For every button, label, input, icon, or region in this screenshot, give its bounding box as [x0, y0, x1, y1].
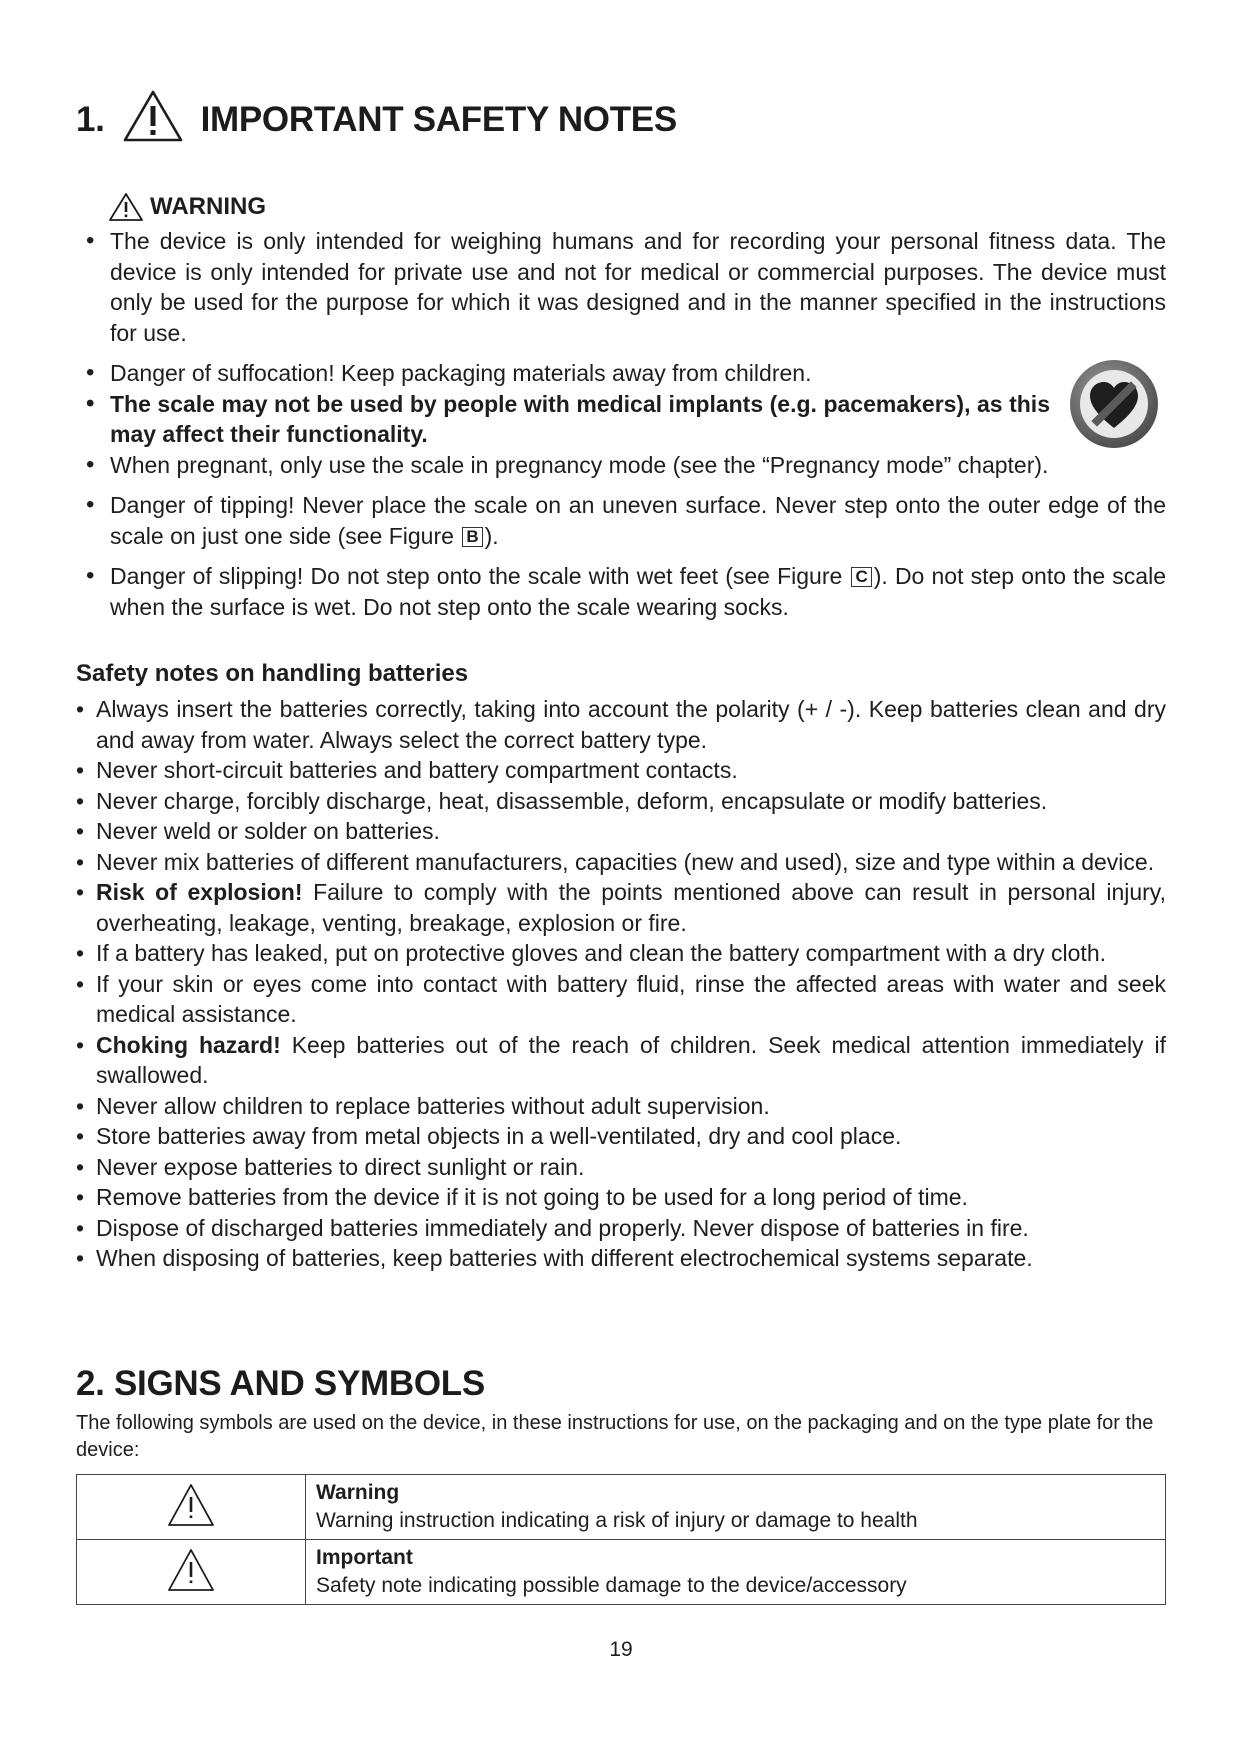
section-number: 1. [76, 100, 105, 139]
symbol-title: Warning [316, 1481, 400, 1504]
table-row [77, 1540, 1166, 1605]
no-pacemaker-icon [1066, 356, 1162, 452]
list-item: • If your skin or eyes come into contact with battery fluid, rinse the affected areas with water and seek medical assistance. [76, 969, 1166, 1030]
symbols-table [76, 1474, 1166, 1605]
list-item: • Danger of tipping! Never place the scale on an uneven surface. Never step onto the outer edge of the scale on just one side (see Figure B ). [76, 490, 1166, 551]
warning-triangle-icon [108, 192, 144, 222]
list-item: • Risk of explosion! Failure to comply with the points mentioned above can result in personal injury, overheating, leakage, venting, breakage, explosion or fire. [76, 877, 1166, 938]
list-item: • Never weld or solder on batteries. [76, 816, 1166, 847]
section-1-heading [76, 80, 677, 160]
figure-reference: B [462, 527, 482, 547]
warning-heading [108, 192, 266, 222]
symbol-title: Important [316, 1546, 413, 1569]
section-2-heading: 2. SIGNS AND SYMBOLS [76, 1364, 485, 1403]
list-item: • The scale may not be used by people with medical implants (e.g. pacemakers), as this may affect their functionality. [76, 389, 1050, 450]
figure-reference: C [851, 567, 871, 587]
battery-notes-heading: Safety notes on handling batteries [76, 660, 469, 687]
list-item: • If a battery has leaked, put on protective gloves and clean the battery compartment with a dry cloth. [76, 938, 1166, 969]
warning-triangle-icon [166, 1547, 216, 1593]
warning-triangle-icon [166, 1482, 216, 1528]
symbol-description-cell [306, 1475, 1166, 1540]
list-item: • Danger of suffocation! Keep packaging materials away from children. [76, 358, 1166, 389]
symbol-description-cell [306, 1540, 1166, 1605]
warning-list [76, 226, 1166, 622]
list-item: • Remove batteries from the device if it is not going to be used for a long period of time. [76, 1182, 1166, 1213]
symbol-cell [77, 1540, 306, 1605]
battery-list [76, 694, 1166, 1274]
warning-label: WARNING [150, 193, 266, 220]
list-item: • When disposing of batteries, keep batteries with different electrochemical systems separate. [76, 1243, 1166, 1274]
list-item: • Store batteries away from metal objects in a well-ventilated, dry and cool place. [76, 1121, 1166, 1152]
list-item: • Always insert the batteries correctly, taking into account the polarity (+ / -). Keep batteries clean and dry and away from water. Always select the correct battery type. [76, 694, 1166, 755]
table-row [77, 1475, 1166, 1540]
list-item: • Never mix batteries of different manufacturers, capacities (new and used), size and type within a device. [76, 847, 1166, 878]
list-item: • Never charge, forcibly discharge, heat, disassemble, deform, encapsulate or modify batteries. [76, 786, 1166, 817]
list-item: • When pregnant, only use the scale in pregnancy mode (see the “Pregnancy mode” chapter). [76, 450, 1050, 481]
list-item: • Never allow children to replace batteries without adult supervision. [76, 1091, 1166, 1122]
warning-triangle-icon [121, 88, 185, 153]
list-item: • Dispose of discharged batteries immediately and properly. Never dispose of batteries in fire. [76, 1213, 1166, 1244]
symbol-description: Safety note indicating possible damage to the device/accessory [316, 1574, 907, 1597]
symbol-description: Warning instruction indicating a risk of injury or damage to health [316, 1509, 918, 1532]
symbol-cell [77, 1475, 306, 1540]
page-number: 19 [609, 1638, 633, 1661]
page-title: IMPORTANT SAFETY NOTES [200, 100, 677, 139]
list-item: • The device is only intended for weighing humans and for recording your personal fitness data. The device is only intended for private use and not for medical or commercial purposes. The device must only be used for the purpose for which it was designed and in the manner specified in the instructions for use. [76, 226, 1166, 348]
list-item: • Never short-circuit batteries and battery compartment contacts. [76, 755, 1166, 786]
list-item: • Choking hazard! Keep batteries out of the reach of children. Seek medical attention immediately if swallowed. [76, 1030, 1166, 1091]
list-item: • Never expose batteries to direct sunlight or rain. [76, 1152, 1166, 1183]
section-2-intro: The following symbols are used on the device, in these instructions for use, on the packaging and on the type plate for the device: [76, 1412, 1154, 1461]
list-item: • Danger of slipping! Do not step onto the scale with wet feet (see Figure C ). Do not step onto the scale when the surface is wet. Do not step onto the scale wearing socks. [76, 561, 1166, 622]
